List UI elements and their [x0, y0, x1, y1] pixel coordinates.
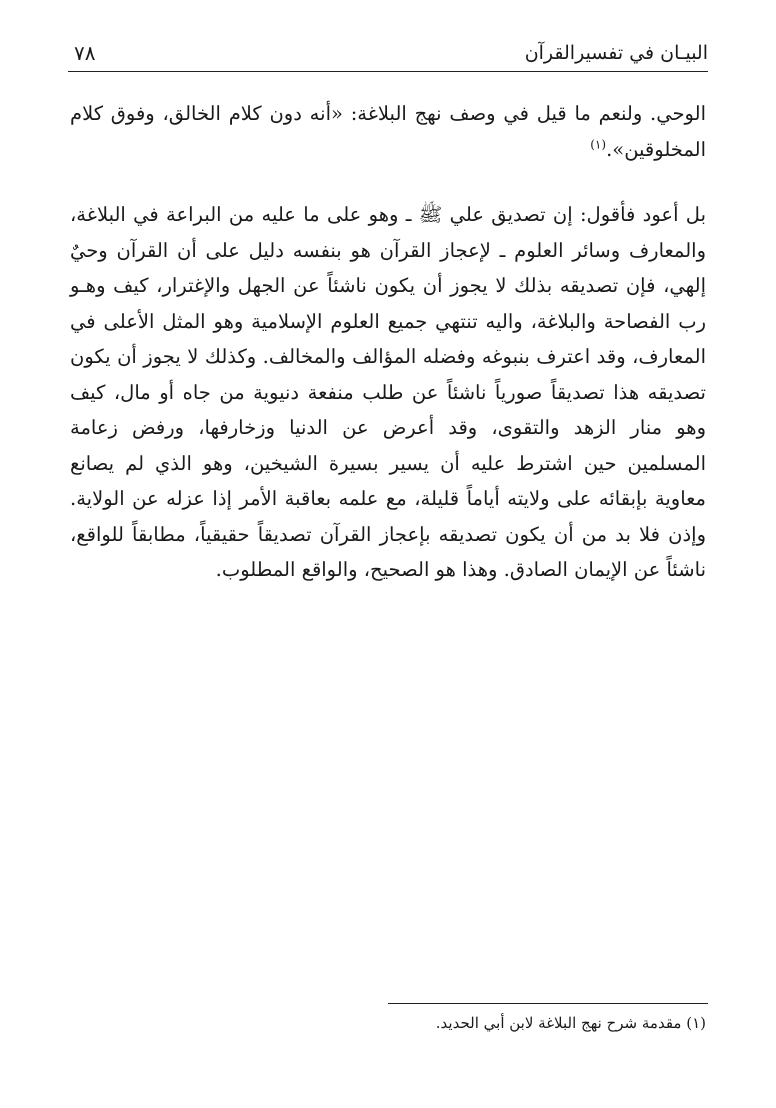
footnote-marker: (١) [590, 137, 607, 151]
page-number: ٧٨ [74, 41, 96, 65]
paragraph-1-text: الوحي. ولنعم ما قيل في وصف نهج البلاغة: «أنه دون كلام الخالق، وفوق كلام المخلوقين». [70, 102, 706, 161]
paragraph-1 [70, 96, 706, 167]
header-divider [68, 71, 708, 72]
footnote-divider [388, 1003, 708, 1004]
running-title: البيـان في تفسيرالقرآن [524, 42, 708, 64]
page-header [68, 38, 708, 68]
footnote: (١) مقدمة شرح نهج البلاغة لابن أبي الحديد. [435, 1014, 706, 1032]
paragraph-2: بل أعود فأقول: إن تصديق علي ﷺ ـ وهو على ما عليه من البراعة في البلاغة، والمعارف وسائر العلوم ـ لإعجاز القرآن هو بنفسه دليل على أن القرآن وحيٌ إلهي، فإن تصديقه بذلك لا يجوز أن يكون ناشئاً عن الجهل والإغترار، كيف وهـو رب الفصاحة والبلاغة، واليه تنتهي جميع العلوم الإسلامية وهو المثل الأعلى في المعارف، وقد اعترف بنبوغه وفضله المؤالف والمخالف. وكذلك لا يجوز أن يكون تصديقه هذا تصديقاً صورياً ناشئاً عن طلب منفعة دنيوية من جاه أو مال، كيف وهو منار الزهد والتقوى، وقد أعرض عن الدنيا وزخارفها، ورفض زعامة المسلمين حين اشترط عليه أن يسير بسيرة الشيخين، وهو الذي لم يصانع معاوية بإبقائه على ولايته أياماً قليلة، مع علمه بعاقبة الأمر إذا عزله عن الولاية. وإذن فلا بد من أن يكون تصديقه بإعجاز القرآن تصديقاً حقيقياً، مطابقاً للواقع، ناشئاً عن الإيمان الصادق. وهذا هو الصحيح، والواقع المطلوب. [70, 203, 706, 581]
main-text [70, 96, 706, 588]
